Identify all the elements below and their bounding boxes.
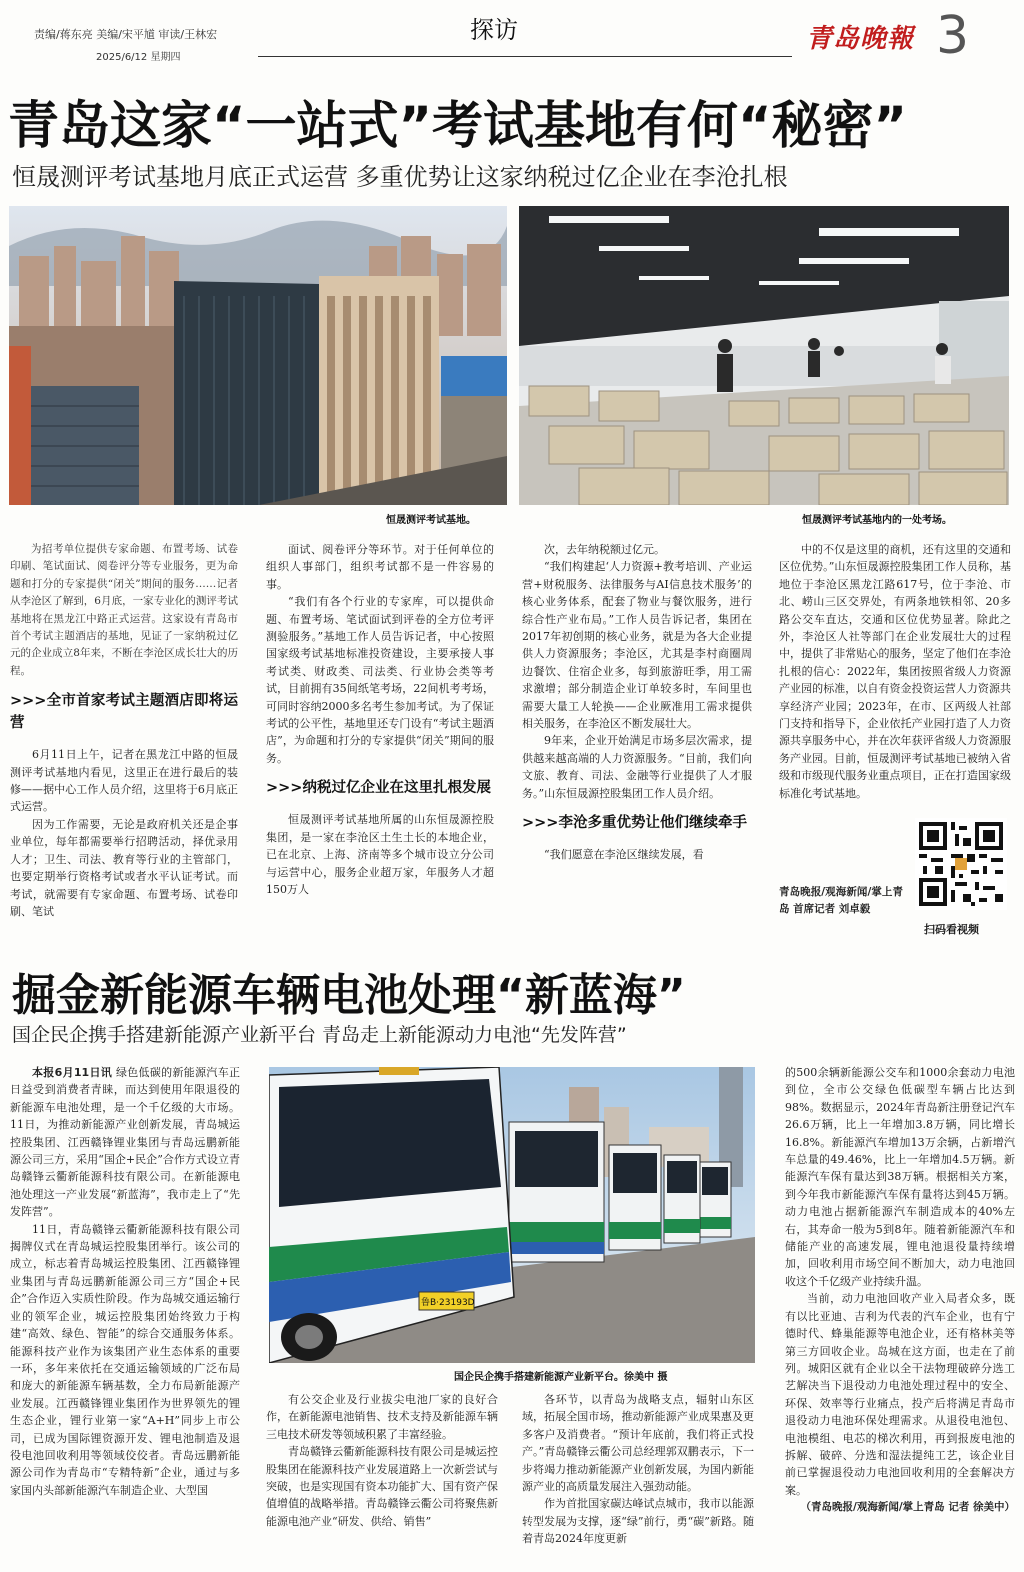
photo1-caption: 恒晟测评考试基地。 (386, 515, 476, 526)
paragraph: 当前，动力电池回收产业入局者众多，既有以比亚迪、吉利为代表的汽车企业，也有宁德时代、蜂巢能源等电池企业，还有格林美等第三方回收企业。岛城在这方面，也走在了前列。城阳区就有企业以全干法物理破碎分选工艺解决当下退役动力电池处理过程中的安全、环保、效率等行业痛点，投产后将满足青岛市退役动力电池环保处理需求。从退役电池包、电池模组、电芯的梯次利用，再到报废电池的拆解、破碎、分选和湿法提纯工艺，该企业目前已掌握退役动力电池回收利用的全套解决方案。 (785, 1292, 1015, 1497)
article1-subhead-3: >>>李沧多重优势让他们继续牵手 (522, 815, 747, 832)
article1-byline: 青岛晚报/观海新闻/掌上青岛 首席记者 刘卓毅 (779, 886, 903, 916)
paragraph: 有公交企业及行业拔尖电池厂家的良好合作，在新能源电池销售、技术支持及新能源车辆三电技术研发等领域积累了丰富经验。 (266, 1393, 498, 1441)
paragraph: 11日，青岛赣锋云衢新能源科技有限公司揭牌仪式在青岛城运控股集团举行。该公司的成立，标志着青岛城运控股集团、江西赣锋锂业集团与青岛远鹏新能源公司三方“国企+民企”合作迈入实质性阶段。作为岛城交通运输行业的领军企业，城运控股集团始终致力于构建“高效、绿色、智能”的综合交通服务体系。能源科技产业作为该集团产业生态体系的重要一环，多年来依托在交通运输领域的广泛布局和庞大的新能源车辆基数，全力布局新能源产业发展。江西赣锋锂业集团作为世界领先的锂生态企业，锂行业第一家“A+H”同步上市公司，已成为国际锂资源开发、锂电池制造及退役电池回收利用等领域佼佼者。青岛远鹏新能源公司作为青岛市“专精特新”企业，通过与多家国内头部新能源汽车制造企业、大型国 (10, 1222, 240, 1497)
paragraph-text: 绿色低碳的新能源汽车正日益受到消费者青睐，而达到使用年限退役的新能源车电池处理，是一个千亿级的大市场。11日，为推动新能源产业创新发展，青岛城运控股集团、江西赣锋锂业集团与青岛远鹏新能源公司三方，采用“国企+民企”合作方式设立青岛赣锋云衢新能源科技有限公司。在新能源电池处理这一产业发展“新蓝海”，我市走上了“先发阵营”。 (10, 1066, 240, 1219)
article2-photo-caption: 国企民企携手搭建新能源产业新平台。徐美中 摄 (454, 1372, 668, 1383)
qr-code-icon (915, 818, 1007, 910)
building-image (9, 206, 507, 505)
paragraph: 中的不仅是这里的商机，还有这里的交通和区位优势。”山东恒晟源控股集团工作人员称，基地位于李沧区黑龙江路617号，位于李沧、市北、崂山三区交界处，有两条地铁相邻、20多路公交车直达，交通和区位优势显著。除此之外，李沧区人社等部门在企业发展壮大的过程中，提供了非常贴心的服务，坚定了他们在李沧扎根的信心：2022年，集团按照省级人力资源产业园的标准，以自有资金投资运营人力资源共享经济产业园；2023年，在市、区两级人社部门支持和指导下，企业依托产业园打造了人力资源共享服务中心，并在次年获评省级人力资源服务产业园。目前，恒晟测评考试基地已被纳入省级和市级现代服务业重点项目，正在打造国家级标准化考试基地。 (779, 543, 1011, 800)
article1-subhead-1: >>>全市首家考试主题酒店即将运营 (10, 693, 238, 732)
paragraph: “我们愿意在李沧区继续发展，看 (544, 848, 704, 862)
article2-column-3 (522, 1391, 754, 1569)
license-plate: 鲁B·23193D (421, 1298, 475, 1308)
paragraph: 面试、阅卷评分等环节。对于任何单位的组织人事部门，组织考试都不是一件容易的事。 (266, 543, 494, 591)
article2-photo-buses (269, 1067, 755, 1363)
article1-subhead-2: >>>纳税过亿企业在这里扎根发展 (266, 780, 491, 797)
article1-column-4 (779, 541, 1011, 831)
qr-label: 扫码看视频 (924, 923, 979, 936)
article2-column-1 (10, 1064, 240, 1570)
article1-photo-building (9, 206, 507, 505)
article1-lead: 为招考单位提供专家命题、布置考场、试卷印刷、笔试面试、阅卷评分等专业服务，更为命题和打分的专家提供“闭关”期间的服务……记者从李沧区了解到，6月底，一家专业化的测评考试基地将在黑龙江中路正式运营。这家设有青岛市首个考试主题酒店的基地，见证了一家纳税过亿元的企业成立8年来，不断在李沧区成长壮大的历程。 (10, 543, 238, 677)
paragraph: 6月11日上午，记者在黑龙江中路的恒晟测评考试基地内看见，这里正在进行最后的装修——据中心工作人员介绍，这里将于6月底正式运营。 (10, 748, 238, 814)
paragraph: 的500余辆新能源公交车和1000余套动力电池到位，全市公交绿色低碳型车辆占比达到98%。数据显示，2024年青岛新注册登记汽车26.6万辆，比上一年增加3.8万辆，同比增长16.8%。新能源汽车增加13万余辆，占新增汽车总量的49.46%，比上一年增加4.5万辆。新能源汽车保有量达到38万辆。根据相关方案，到今年我市新能源汽车保有量将达到45万辆。动力电池占据新能源汽车制造成本的40%左右，其寿命一般为5到8年。随着新能源汽车和储能产业的高速发展，锂电池退役量持续增加，回收利用市场空间不断加大，动力电池回收这个千亿级产业持续升温。 (785, 1066, 1015, 1288)
page-number: 3 (936, 6, 970, 66)
article2-byline: （青岛晚报/观海新闻/掌上青岛 记者 徐美中） (800, 1501, 1015, 1514)
article1-column-2 (266, 541, 494, 936)
exam-room-image (519, 206, 1009, 505)
paragraph: 次，去年纳税额过亿元。 (544, 543, 665, 556)
issue-date: 2025/6/12 星期四 (96, 52, 181, 63)
article1-photo-exam-room (519, 206, 1009, 505)
article2-dateline: 本报6月11日讯 (32, 1066, 113, 1079)
paragraph: “我们有各个行业的专家库，可以提供命题、布置考场、笔试面试到评卷的全方位考评测验服务。”基地工作人员告诉记者，中心按照国家级考试基地标准投资建设，主要承接人事考试类、财政类、司法类、行业协会类等考试，目前拥有35间纸笔考场，22间机考考场，可同时容纳2000多名考生参加考试。为了保证考试的公平性，基地里还专门设有“考试主题酒店”，为命题和打分的专家提供“闭关”期间的服务。 (266, 595, 494, 765)
article1-column-1 (10, 541, 238, 936)
article1-headline: 青岛这家“一站式”考试基地有何“秘密” (8, 97, 908, 156)
article1-subheadline: 恒晟测评考试基地月底正式运营 多重优势让这家纳税过亿企业在李沧扎根 (12, 163, 788, 191)
buses-image (269, 1067, 755, 1363)
article2-subheadline: 国企民企携手搭建新能源产业新平台 青岛走上新能源动力电池“先发阵营” (12, 1024, 627, 1046)
paragraph (10, 1064, 240, 1221)
article2-column-2 (266, 1391, 498, 1569)
paragraph: 恒晟测评考试基地所属的山东恒晟源控股集团，是一家在李沧区土生土长的本地企业，已在北京、上海、济南等多个城市设立分公司与运营中心，服务企业超万家，年服务人才超150万人 (266, 813, 494, 896)
video-qr-code[interactable] (915, 818, 1007, 910)
paragraph: 9年来，企业开始满足市场多层次需求，提供越来越高端的人力资源服务。“目前，我们向文旅、教育、司法、金融等行业提供了人才服务。”山东恒晟源控股集团工作人员介绍。 (522, 734, 752, 800)
paragraph: 作为首批国家碳达峰试点城市，我市以能源转型发展为支撑，逐“绿”前行，勇“碳”新路。随着青岛2024年度更新 (522, 1497, 754, 1546)
article1-byline-box (779, 884, 903, 938)
section-title: 探访 (470, 16, 518, 44)
paragraph: 因为工作需要，无论是政府机关还是企事业单位，每年都需要举行招聘活动，择优录用人才；卫生、司法、教育等行业的主管部门，也要定期举行资格考试或者水平认证考试。而考试，就需要有专家命题、布置考场、试卷印刷、笔试 (10, 817, 238, 918)
paragraph: 各环节，以青岛为战略支点，辐射山东区域，拓展全国市场，推动新能源产业成果惠及更多客户及消费者。“预计年底前，我们将正式投产。”青岛赣锋云衢公司总经理郭双鹏表示，下一步将竭力推动新能源产业创新发展，为国内新能源产业的高质量发展注入强劲动能。 (522, 1393, 754, 1494)
paragraph: 青岛赣锋云衢新能源科技有限公司是城运控股集团在能源科技产业发展道路上一次新尝试与突破，也是实现国有资本功能扩大、国有资产保值增值的战略举措。青岛赣锋云衢公司将聚焦新能源电池产业“研发、供给、销售” (266, 1445, 498, 1528)
newspaper-logo: 青岛晚報 (806, 24, 915, 54)
photo2-caption: 恒晟测评考试基地内的一处考场。 (802, 515, 952, 526)
paragraph: “我们构建起‘人力资源+教考培训、产业运营+财税服务、法律服务与AI信息技术服务’的核心业务体系，配套了物业与餐饮服务，进行综合性产业布局。”工作人员告诉记者，集团在2017年初创期的核心业务，就是为各大企业提供人力资源服务；李沧区，尤其是李村商圈周边餐饮、住宿企业多，每到旅游旺季，用工需求激增；部分制造企业订单较多时，车间里也需要大量工人轮换——企业厥准用工需求提供相关服务，在李沧区不断发展壮大。 (522, 560, 752, 731)
header-divider (258, 56, 792, 57)
article2-column-4 (785, 1064, 1015, 1570)
article1-column-3 (522, 541, 752, 936)
editor-credits: 责编/蒋东亮 美编/宋平馗 审读/王林宏 (34, 28, 218, 41)
article2-headline: 掘金新能源车辆电池处理“新蓝海” (12, 970, 686, 1021)
